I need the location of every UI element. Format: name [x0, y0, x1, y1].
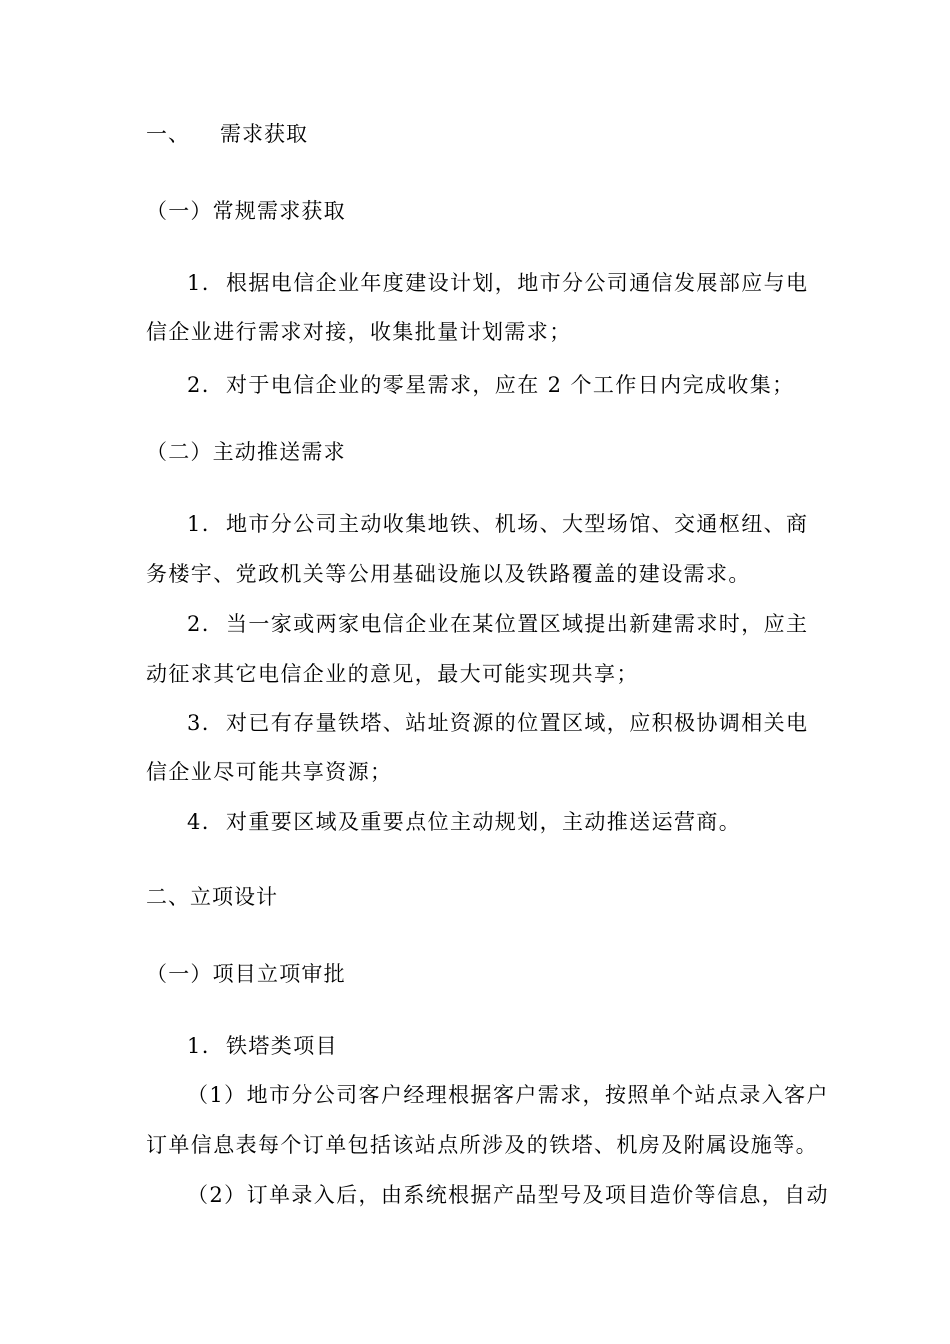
list-item-1-2-1 [187, 512, 808, 536]
list-item-1-2-4 [187, 810, 741, 834]
section-1-title: 需求获取 [220, 122, 308, 146]
paragraph-text: 地市分公司客户经理根据客户需求，按照单个站点录入客户 [246, 1083, 829, 1107]
item-text: 当一家或两家电信企业在某位置区域提出新建需求时，应主 [226, 612, 809, 636]
item-text: 根据电信企业年度建设计划，地市分公司通信发展部应与电 [226, 271, 809, 295]
subsection-1-2-heading: （二）主动推送需求 [146, 440, 346, 464]
list-item-1-2-3-cont: 信企业尽可能共享资源； [146, 760, 393, 784]
item-number: 3. [187, 711, 210, 735]
item-number: 2. [187, 612, 210, 636]
list-item-1-1-1 [187, 271, 808, 295]
section-1-heading [146, 122, 308, 146]
list-item-2-1-1 [187, 1034, 338, 1058]
paragraph-2-1-1-cont: 订单信息表每个订单包括该站点所涉及的铁塔、机房及附属设施等。 [146, 1133, 818, 1157]
list-item-1-2-2-cont: 动征求其它电信企业的意见，最大可能实现共享； [146, 662, 639, 686]
item-text: 对已有存量铁塔、站址资源的位置区域，应积极协调相关电 [226, 711, 809, 735]
item-text: 对重要区域及重要点位主动规划，主动推送运营商。 [226, 810, 742, 834]
section-1-number: 一、 [146, 122, 190, 146]
item-text: 地市分公司主动收集地铁、机场、大型场馆、交通枢纽、商 [226, 512, 809, 536]
list-item-1-2-1-cont: 务楼宇、党政机关等公用基础设施以及铁路覆盖的建设需求。 [146, 562, 751, 586]
paragraph-2-1-2 [187, 1183, 829, 1207]
item-number: 4. [187, 810, 210, 834]
section-2-heading: 二、立项设计 [146, 885, 278, 909]
item-number: 1. [187, 512, 210, 536]
item-number: 1. [187, 271, 210, 295]
subsection-1-1-heading: （一）常规需求获取 [146, 199, 346, 223]
item-number: 1. [187, 1034, 210, 1058]
paragraph-number: （1） [187, 1083, 247, 1107]
list-item-1-2-2 [187, 612, 808, 636]
item-text: 对于电信企业的零星需求，应在 2 个工作日内完成收集； [226, 373, 795, 397]
paragraph-text: 订单录入后，由系统根据产品型号及项目造价等信息，自动 [246, 1183, 829, 1207]
item-text: 铁塔类项目 [226, 1034, 338, 1058]
list-item-1-1-1-cont: 信企业进行需求对接，收集批量计划需求； [146, 320, 572, 344]
subsection-2-1-heading: （一）项目立项审批 [146, 962, 346, 986]
list-item-1-2-3 [187, 711, 808, 735]
paragraph-2-1-1 [187, 1083, 829, 1107]
paragraph-number: （2） [187, 1183, 247, 1207]
list-item-1-1-2 [187, 373, 795, 397]
item-number: 2. [187, 373, 210, 397]
